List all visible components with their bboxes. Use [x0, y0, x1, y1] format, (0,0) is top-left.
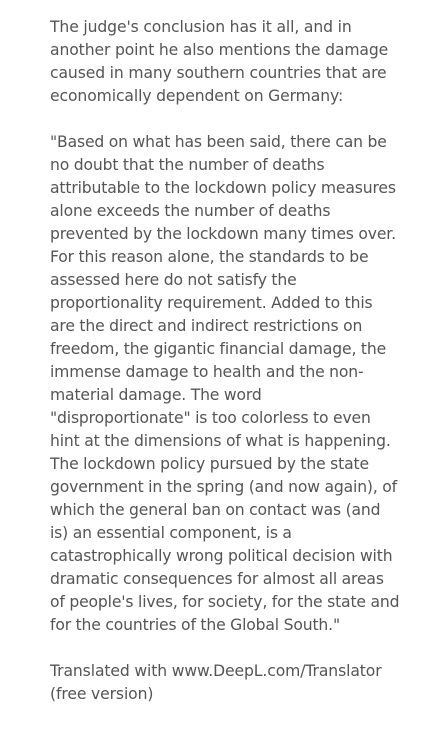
translation-note: Translated with www.DeepL.com/Translator (free version) [50, 662, 382, 703]
quote-paragraph: "Based on what has been said, there can be no doubt that the number of deaths attributable to the lockdown policy measures alone exceeds the number of deaths prevented by the lockdown many times over. For this reason alone, the standards to be assessed here do not satisfy the proportionality requirement. Added to this are the direct and indirect restrictions on freedom, the gigantic financial damage, the immense damage to health and the non-material damage. The word "disproportionate" is too colorless to even hint at the dimensions of what is happening. The lockdown policy pursued by the state government in the spring (and now again), of which the general ban on contact was (and is) an essential component, is a catastrophically wrong political decision with dramatic consequences for almost all areas of people's lives, for society, for the state and for the countries of the Global South." [50, 133, 400, 634]
article-body [50, 16, 400, 706]
intro-paragraph: The judge's conclusion has it all, and in another point he also mentions the damage caused in many southern countries that are economically dependent on Germany: [50, 18, 389, 105]
